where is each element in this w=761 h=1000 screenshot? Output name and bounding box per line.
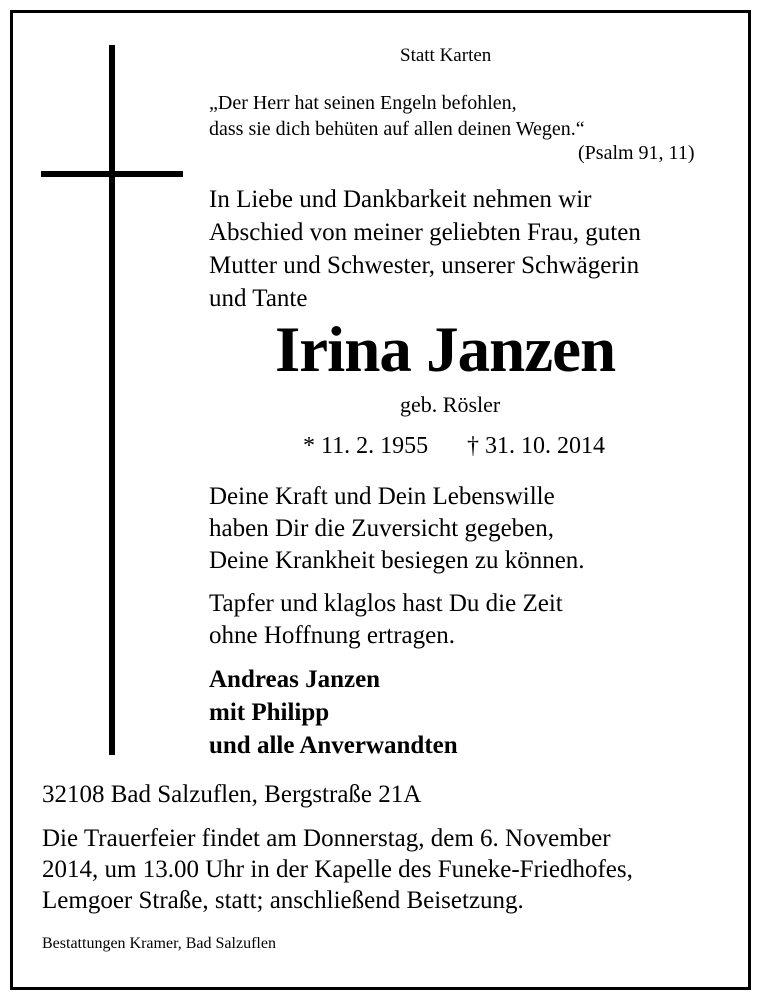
verse-line: Tapfer und klaglos hast Du die Zeit [209,590,563,617]
intro-line: Mutter und Schwester, unserer Schwägerin [209,252,640,279]
cross-horizontal-bar [41,171,183,177]
death-date: † 31. 10. 2014 [467,433,605,459]
intro-line: und Tante [209,285,308,312]
bible-quote [209,90,585,142]
birth-date: * 11. 2. 1955 [303,433,429,459]
verse-line: Deine Krankheit besiegen zu können. [209,547,585,574]
verse-line: ohne Hoffnung ertragen. [209,622,455,649]
mourner-line: Andreas Janzen [209,666,381,693]
mourner-line: mit Philipp [209,699,330,726]
intro-line: In Liebe und Dankbarkeit nehmen wir [209,186,592,213]
quote-line: dass sie dich behüten auf allen deinen Wegen.“ [209,118,585,140]
quote-source: (Psalm 91, 11) [578,142,695,164]
undertaker-credit: Bestattungen Kramer, Bad Salzuflen [42,935,276,952]
deceased-name: Irina Janzen [275,314,616,386]
verse-strength [209,481,585,577]
mourners-list [209,663,458,762]
birth-name: geb. Rösler [400,392,501,417]
funeral-line: Lemgoer Straße, statt; anschließend Beisetzung. [42,887,524,914]
quote-line: „Der Herr hat seinen Engeln befohlen, [209,92,517,114]
cross-vertical-bar [109,45,115,755]
funeral-line: Die Trauerfeier findet am Donnerstag, dem 6. November [42,825,611,852]
verse-line: haben Dir die Zuversicht gegeben, [209,515,555,542]
intro-text [209,183,641,315]
verse-brave [209,588,563,652]
funeral-details [42,823,633,916]
header-text: Statt Karten [400,45,492,66]
mourner-line: und alle Anverwandten [209,732,458,759]
verse-line: Deine Kraft und Dein Lebenswille [209,483,555,510]
family-address: 32108 Bad Salzuflen, Bergstraße 21A [42,781,422,808]
intro-line: Abschied von meiner geliebten Frau, guten [209,219,641,246]
funeral-line: 2014, um 13.00 Uhr in der Kapelle des Funeke-Friedhofes, [42,856,633,883]
